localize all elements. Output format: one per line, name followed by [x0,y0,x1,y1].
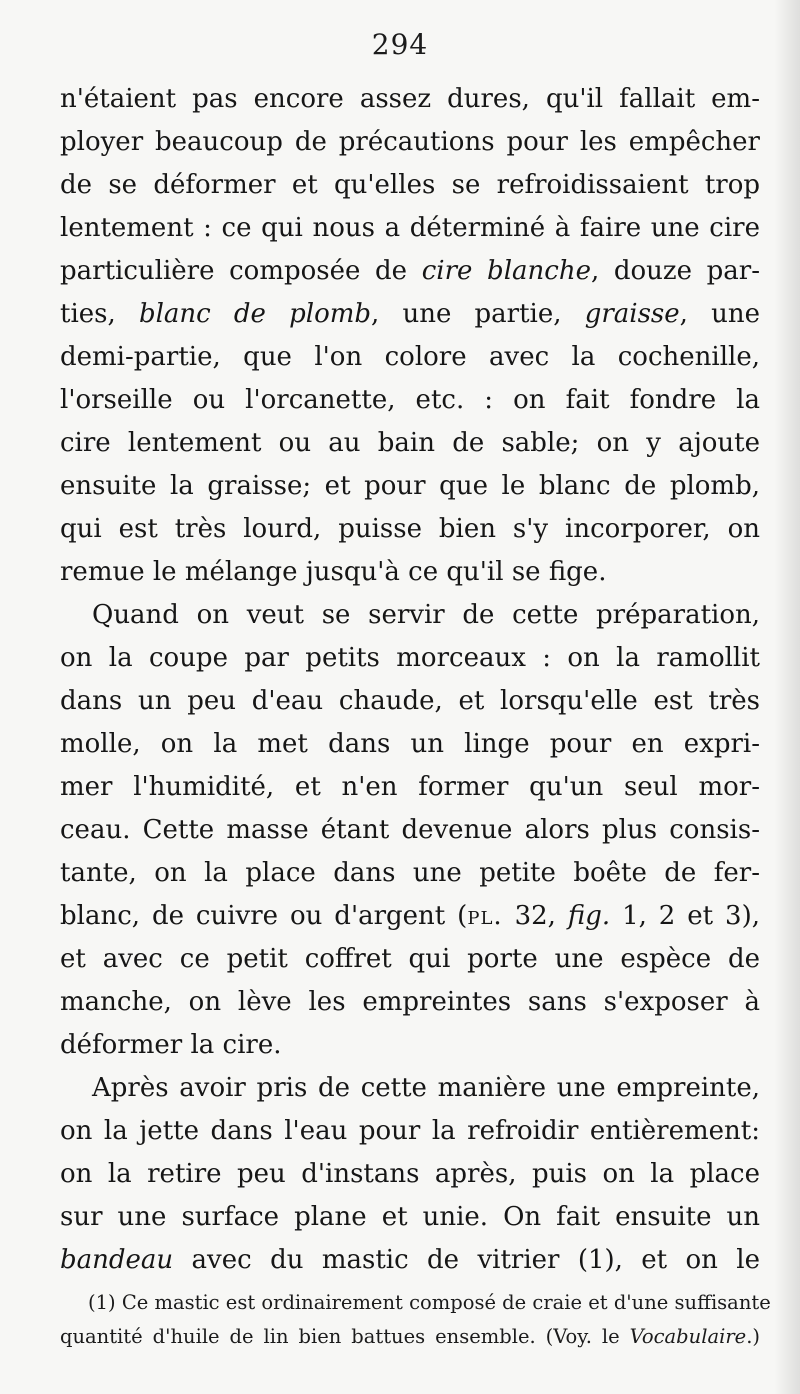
footnote-line: (1) Ce mastic est ordinairement composé de craie et d'une suffisante [88,1291,771,1314]
text-run: .) [746,1325,760,1348]
text-run: ties, [60,299,139,329]
text-line: de se déformer et qu'elles se refroidissaient trop [60,170,760,200]
text-line: Après avoir pris de cette manière une empreinte, [92,1073,760,1103]
text-line: manche, on lève les empreintes sans s'exposer à [60,987,760,1017]
text-line: et avec ce petit coffret qui porte une espèce de [60,944,760,974]
text-run: quantité d'huile de lin bien battues ensemble. (Voy. le [60,1325,630,1348]
text-line [60,293,760,336]
text-line: qui est très lourd, puisse bien s'y incorporer, on [60,514,760,544]
footnote-line [60,1320,760,1354]
italic-term: cire blanche [421,256,591,286]
page-number: 294 [371,28,429,61]
text-line: dans un peu d'eau chaude, et lorsqu'elle est très [60,686,760,716]
text-line: tante, on la place dans une petite boête de fer- [60,858,760,888]
plate-abbrev: pl. [467,901,503,931]
text-line: remue le mélange jusqu'à ce qu'il se fige. [60,557,607,587]
text-line: on la coupe par petits morceaux : on la ramollit [60,643,760,673]
text-run: avec du mastic de vitrier (1), et on le [173,1245,760,1275]
text-run: , une partie, [371,299,585,329]
text-run: 1, 2 et 3), [610,901,760,931]
italic-term: bandeau [60,1245,174,1275]
italic-term: Vocabulaire [629,1325,747,1348]
italic-term: fig. [567,901,611,931]
body-text [60,78,760,1282]
footnote [60,1286,771,1354]
text-line: molle, on la met dans un linge pour en expri- [60,729,760,759]
text-line: lentement : ce qui nous a déterminé à faire une cire [60,213,760,243]
text-run: particulière composée de [60,256,422,286]
text-line: Quand on veut se servir de cette préparation, [92,600,760,630]
text-line: l'orseille ou l'orcanette, etc. : on fait fondre la [60,385,760,415]
text-line [60,1239,760,1282]
text-run: blanc, de cuivre ou d'argent ( [60,901,468,931]
text-run: , une [679,299,760,329]
italic-term: blanc de plomb [138,299,372,329]
text-line: déformer la cire. [60,1030,282,1060]
text-line: mer l'humidité, et n'en former qu'un seul mor- [60,772,760,802]
text-run: 32, [502,901,568,931]
text-line: ensuite la graisse; et pour que le blanc de plomb, [60,471,760,501]
text-line: ployer beaucoup de précautions pour les empêcher [60,127,760,157]
text-line: cire lentement ou au bain de sable; on y ajoute [60,428,760,458]
text-line: on la retire peu d'instans après, puis on la place [60,1159,760,1189]
text-line [60,895,760,938]
text-run: , douze par- [590,256,760,286]
italic-term: graisse [584,299,680,329]
text-line [60,250,760,293]
text-line: n'étaient pas encore assez dures, qu'il fallait em- [60,84,760,114]
text-line: demi-partie, que l'on colore avec la cochenille, [60,342,760,372]
text-line: sur une surface plane et unie. On fait ensuite un [60,1202,760,1232]
text-line: on la jette dans l'eau pour la refroidir entièrement: [60,1116,760,1146]
text-line: ceau. Cette masse étant devenue alors plus consis- [60,815,760,845]
